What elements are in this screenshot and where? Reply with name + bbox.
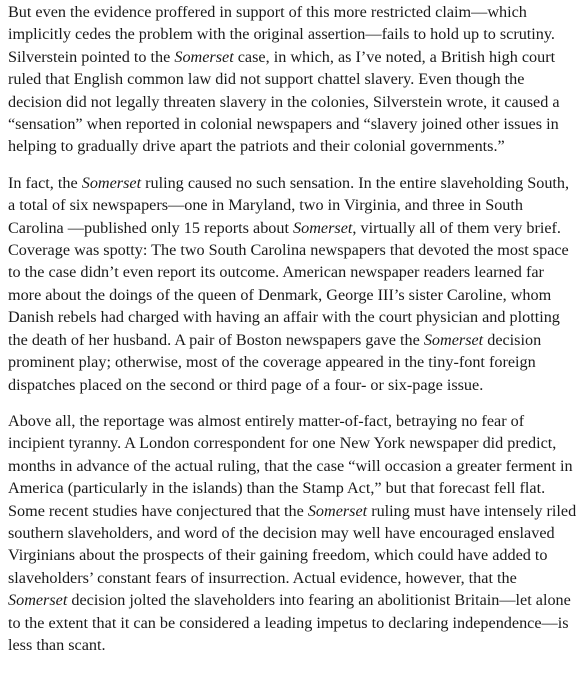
paragraph-3-text: decision jolted the slaveholders into fearing an abolitionist Britain—let alone to the extent that it can be considered a leading impetus to declaring independence—is less than scant. (8, 591, 571, 654)
somerset-case-name: Somerset (307, 501, 368, 520)
somerset-case-name: Somerset (8, 591, 68, 610)
paragraph-2-text: ruling caused no such sensation. In the entire slaveholding South, a total of six newspapers—one in Maryland, two in Virginia, and three in South Carolina —published only 15 reports about (8, 173, 570, 237)
paragraph-3-text: Above all, the reportage was almost entirely matter-of-fact, betraying no fear of incipient tyranny. A London correspondent for one New York newspaper did predict, months in advance of the actual ruling, that the case “will occasion a greater ferment in America (particularly in the islands) than the Stamp Act,” but that forecast fell flat. Some recent studies have conjectured that the (8, 411, 573, 520)
article-body (8, 1, 580, 670)
paragraph-2-text: , virtually all of them very brief. Coverage was spotty: The two South Carolina newspapers that devoted the most space to the case didn’t even report its outcome. American newspaper readers learned far more about the doings of the queen of Denmark, George III’s sister Caroline, whom Danish rebels had charged with having an affair with the court physician and plotting the death of her husband. A pair of Boston newspapers gave the (8, 218, 569, 349)
paragraph-1-text: But even the evidence proffered in support of this more restricted claim—which implicitly cedes the problem with the original assertion—fails to hold up to scrutiny. Silverstein pointed to the (8, 3, 555, 66)
paragraph-1 (8, 1, 580, 158)
paragraph-2 (8, 172, 580, 396)
paragraph-1-text: case, in which, as I’ve noted, a British high court ruled that English common law did not support chattel slavery. Even though the decision did not legally threaten slavery in the colonies, Silverstein wrote, it caused a “sensation” when reported in colonial newspapers and “slavery joined other issues in helping to gradually drive apart the patriots and their colonial governments.” (8, 47, 560, 156)
paragraph-2-text: decision prominent play; otherwise, most of the coverage appeared in the tiny-font foreign dispatches placed on the second or third page of a four- or six-page issue. (8, 330, 542, 394)
somerset-case-name: Somerset (423, 330, 484, 349)
somerset-case-name: Somerset (81, 173, 142, 192)
paragraph-2-text: In fact, the (8, 173, 82, 192)
paragraph-3-text: ruling must have intensely riled southern slaveholders, and word of the decision may well have encouraged enslaved Virginians about the prospects of their gaining freedom, which could have added to slaveholders’ constant fears of insurrection. Actual evidence, however, that the (8, 501, 577, 587)
paragraph-3 (8, 410, 580, 656)
somerset-case-name: Somerset (174, 47, 234, 66)
somerset-case-name: Somerset (293, 218, 353, 237)
